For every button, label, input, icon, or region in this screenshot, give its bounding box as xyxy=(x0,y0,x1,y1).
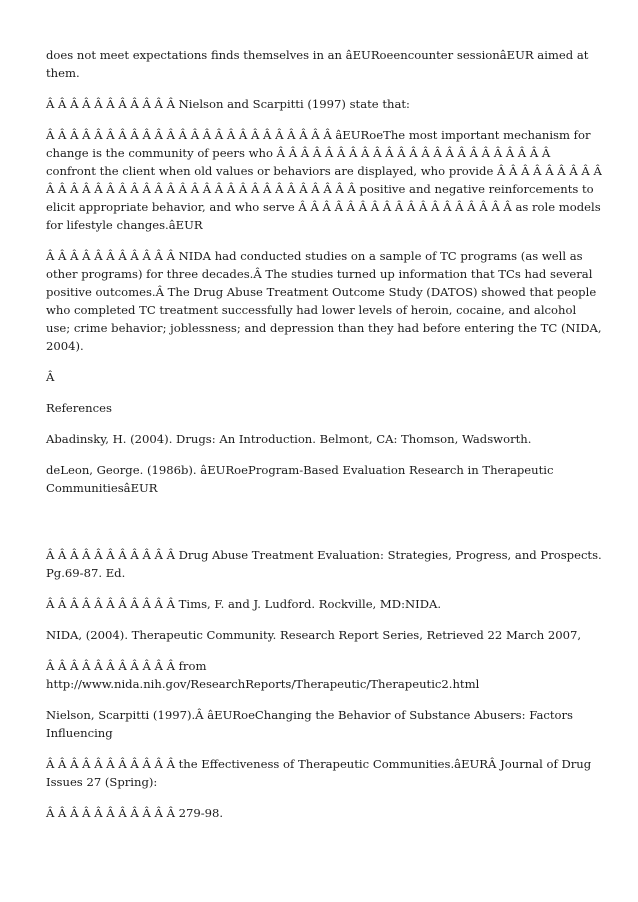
reference-nielson-pages: Â Â Â Â Â Â Â Â Â Â Â 279-98. xyxy=(46,806,224,820)
reference-deleon-cont-2: Â Â Â Â Â Â Â Â Â Â Â Tims, F. and J. Ludford. Rockville, MD:NIDA. xyxy=(46,597,442,611)
reference-deleon: deLeon, George. (1986b). âEURoeProgram-Based Evaluation Research in Therapeutic CommunitiesâEUR xyxy=(46,463,554,495)
paragraph-blank: Â xyxy=(46,370,55,384)
paragraph-nida-studies: Â Â Â Â Â Â Â Â Â Â Â NIDA had conducted studies on a sample of TC programs (as well as other programs) for three decades.Â The studies turned up information that TCs had several positive outcomes.Â The Drug Abuse Treatment Outcome Study (DATOS) showed that people who completed TC treatment successfully had lower levels of heroin, cocaine, and alcohol use; crime behavior; joblessness; and depression than they had before entering the TC (NIDA, 2004). xyxy=(46,249,602,353)
document-page xyxy=(46,46,602,835)
reference-nielson-cont: Â Â Â Â Â Â Â Â Â Â Â the Effectiveness of Therapeutic Communities.âEURÂ Journal of Drug Issues 27 (Spring): xyxy=(46,757,592,789)
references-heading: References xyxy=(46,401,112,415)
spacer xyxy=(46,510,602,546)
reference-deleon-cont-1: Â Â Â Â Â Â Â Â Â Â Â Drug Abuse Treatment Evaluation: Strategies, Progress, and Prospects. Pg.69-87. Ed. xyxy=(46,548,602,580)
reference-nida: NIDA, (2004). Therapeutic Community. Research Report Series, Retrieved 22 March 2007, xyxy=(46,628,582,642)
paragraph-quote: Â Â Â Â Â Â Â Â Â Â Â Â Â Â Â Â Â Â Â Â Â Â Â Â âEURoeThe most important mechanism for change is the community of peers who Â Â Â Â Â Â Â Â Â Â Â Â Â Â Â Â Â Â Â Â Â Â Â confront the client when old values or behaviors are displayed, who provide Â Â Â Â Â Â Â Â Â Â Â Â Â Â Â Â Â Â Â Â Â Â Â Â Â Â Â Â Â Â Â Â Â Â Â positive and negative reinforcements to elicit appropriate behavior, and who serve Â Â Â Â Â Â Â Â Â Â Â Â Â Â Â Â Â Â as role models for lifestyle changes.âEUR xyxy=(46,128,602,232)
reference-nielson: Nielson, Scarpitti (1997).Â âEURoeChanging the Behavior of Substance Abusers: Factors Influencing xyxy=(46,708,574,740)
reference-nida-url: Â Â Â Â Â Â Â Â Â Â Â from http://www.nida.nih.gov/ResearchReports/Therapeutic/Therapeutic2.html xyxy=(46,659,480,691)
paragraph-nielson-intro: Â Â Â Â Â Â Â Â Â Â Â Nielson and Scarpitti (1997) state that: xyxy=(46,97,410,111)
paragraph-encounter-session: does not meet expectations finds themselves in an âEURoeencounter sessionâEUR aimed at them. xyxy=(46,48,589,80)
reference-abadinsky: Abadinsky, H. (2004). Drugs: An Introduction. Belmont, CA: Thomson, Wadsworth. xyxy=(46,432,532,446)
